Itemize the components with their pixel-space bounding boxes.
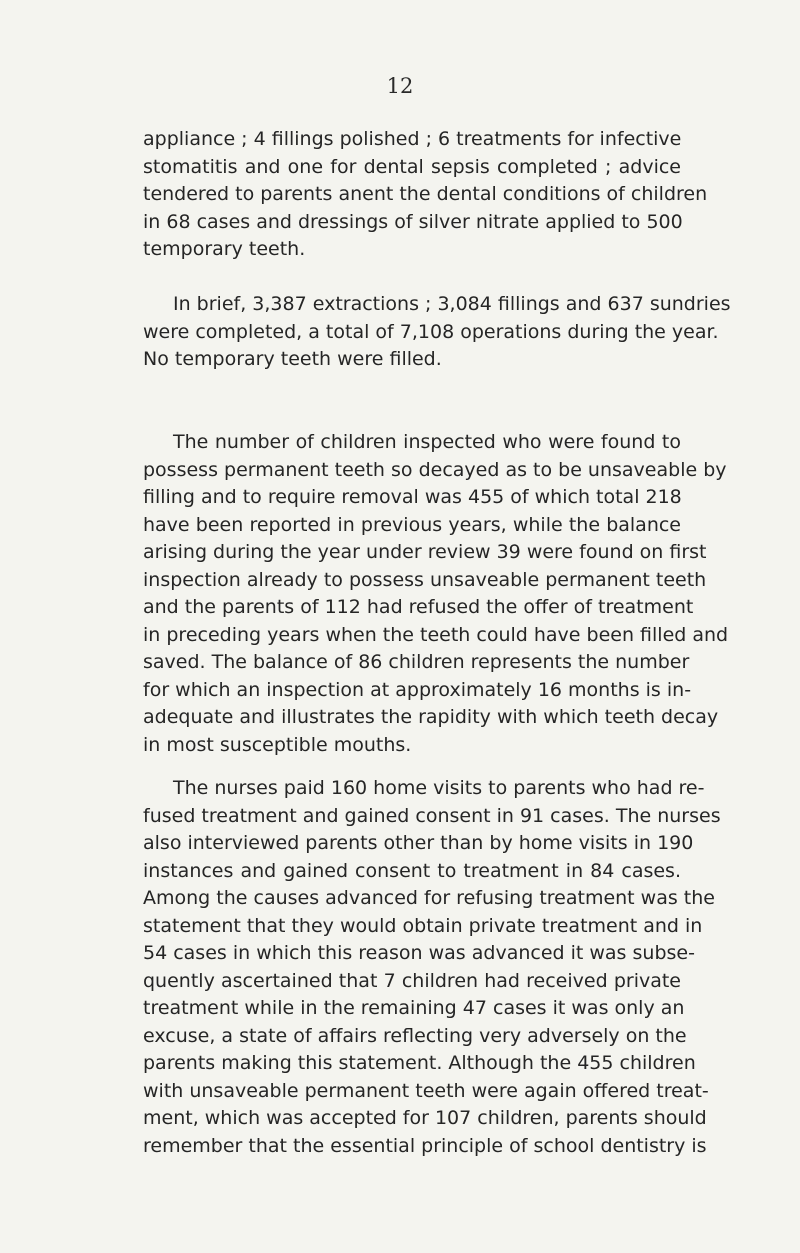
text-line: with unsaveable permanent teeth were again offered treat-	[143, 1079, 709, 1102]
text-line: adequate and illustrates the rapidity with which teeth decay	[143, 706, 719, 728]
text-line: appliance ; 4 fillings polished ; 6 treatments for infective	[143, 128, 682, 150]
text-line: also interviewed parents other than by home visits in 190	[143, 832, 694, 854]
paragraph-2	[143, 291, 731, 374]
text-line: tendered to parents anent the dental conditions of children	[143, 183, 708, 205]
text-line: instances and gained consent to treatment in 84 cases.	[143, 859, 681, 882]
text-line: remember that the essential principle of school dentistry is	[143, 1134, 707, 1157]
text-line: arising during the year under review 39 were found on first	[143, 541, 707, 563]
text-line: fused treatment and gained consent in 91 cases. The nurses	[143, 804, 721, 827]
text-line: No temporary teeth were filled.	[143, 348, 442, 370]
text-line: Among the causes advanced for refusing treatment was the	[143, 887, 715, 909]
text-line: in most susceptible mouths.	[143, 733, 412, 756]
text-line: ment, which was accepted for 107 children, parents should	[143, 1107, 707, 1129]
text-line: The number of children inspected who were found to	[173, 431, 681, 453]
text-line: excuse, a state of affairs reflecting very adversely on the	[143, 1024, 687, 1047]
text-line: parents making this statement. Although the 455 children	[143, 1052, 696, 1074]
text-line: The nurses paid 160 home visits to parents who had re-	[173, 777, 705, 799]
text-line: filling and to require removal was 455 of which total 218	[143, 486, 682, 508]
text-line: possess permanent teeth so decayed as to be unsaveable by	[143, 458, 727, 481]
text-line: have been reported in previous years, while the balance	[143, 513, 681, 536]
text-line: 54 cases in which this reason was advanced it was subse-	[143, 942, 695, 964]
page-number: 12	[386, 74, 414, 98]
paragraph-3	[143, 429, 729, 759]
text-line: quently ascertained that 7 children had received private	[143, 969, 681, 992]
paragraph-1	[143, 126, 708, 264]
text-line: for which an inspection at approximately 16 months is in-	[143, 678, 692, 701]
text-line: in 68 cases and dressings of silver nitrate applied to 500	[143, 210, 683, 233]
text-line: statement that they would obtain private treatment and in	[143, 914, 703, 937]
text-line: temporary teeth.	[143, 238, 306, 260]
paragraph-4	[143, 775, 721, 1160]
text-line: and the parents of 112 had refused the offer of treatment	[143, 596, 694, 618]
text-line: saved. The balance of 86 children represents the number	[143, 651, 690, 673]
text-line: were completed, a total of 7,108 operations during the year.	[143, 320, 719, 343]
text-line: treatment while in the remaining 47 cases it was only an	[143, 997, 685, 1019]
text-line: In brief, 3,387 extractions ; 3,084 fillings and 637 sundries	[173, 293, 731, 315]
text-line: inspection already to possess unsaveable permanent teeth	[143, 568, 707, 591]
text-line: in preceding years when the teeth could have been filled and	[143, 623, 729, 646]
text-line: stomatitis and one for dental sepsis completed ; advice	[143, 155, 681, 178]
